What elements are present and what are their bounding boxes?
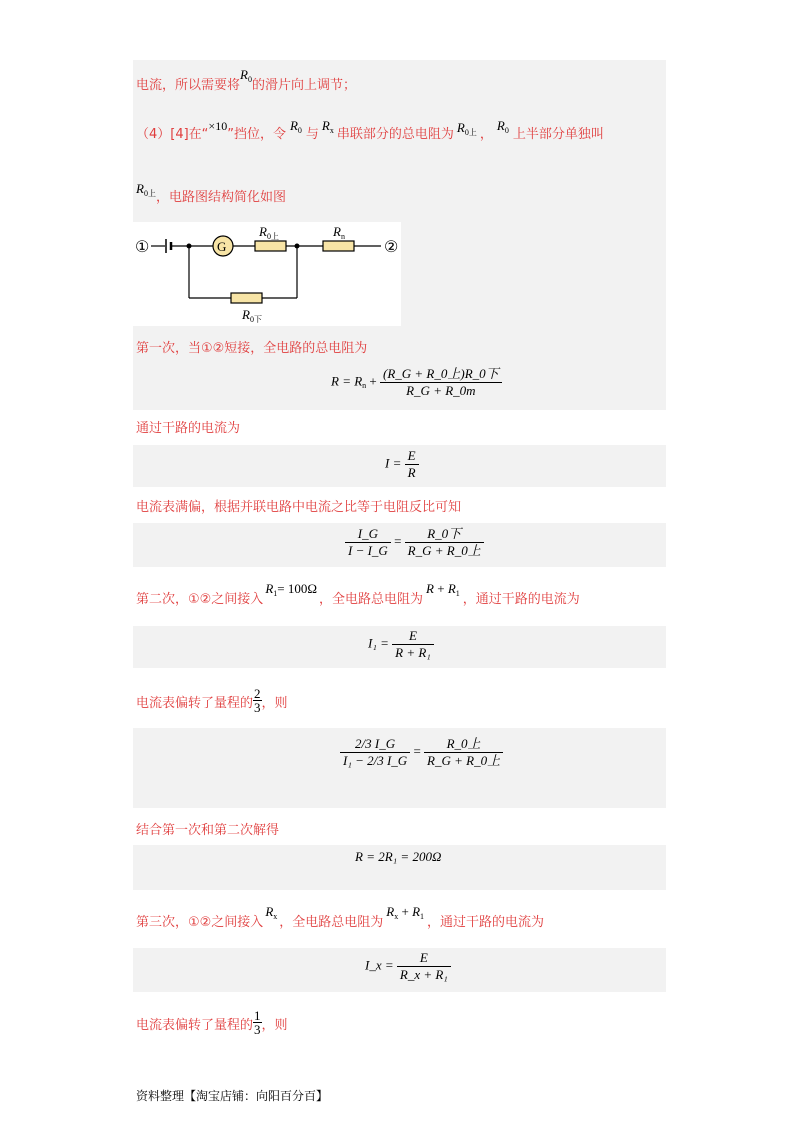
equation-total-resistance: $R = R_n$ + $\frac{\text{(R\_G + R\_0上)R\_0下}}{R\_G + R\_0m}$: [331, 366, 502, 399]
line-step4: （4）[4]在“×10”挡位，令$R_0$ 与$R_x$ 串联部分的总电阻为 $R_{0上}$ ，$R_0$ 上半部分单独叫: [136, 118, 604, 142]
node-1-label: ①: [135, 239, 150, 256]
line-through: 通过干路的电流为: [136, 421, 241, 436]
equation-current-x: I_x = $\frac{E}{\text{R\_x + R₁}}$: [365, 950, 451, 983]
line-circuit-intro: $R_{0上}$，电路图结构简化如图: [136, 181, 286, 205]
node-2-label: ②: [384, 239, 399, 256]
footer-source: 资料整理【淘宝店铺：向阳百分百】: [136, 1089, 329, 1103]
line-first: 第一次，当①②短接，全电路的总电阻为: [136, 341, 368, 356]
line-one-third: 电流表偏转了量程的 $\frac{1}{3}$ ，则: [136, 1008, 288, 1037]
circuit-diagram: [133, 222, 401, 326]
resistor-r0up: [255, 241, 286, 251]
equation-current-1: I₁ = $\frac{E}{\text{R + R₁}}$: [368, 628, 434, 661]
equation-ratio-1: $\frac{I\_G}{I - I\_G}$ = $\frac{\text{R\_0下}}{\text{R\_G + R\_0上}}$: [345, 526, 484, 559]
line-fullscale: 电流表满偏，根据并联电路中电流之比等于电阻反比可知: [136, 500, 462, 515]
line-third: 第三次，①②之间接入$R_x$ ，全电路总电阻为$R_x + R_1$ ，通过干路的电流为: [136, 904, 545, 930]
line-combine: 结合第一次和第二次解得: [136, 823, 280, 838]
line-adjust: 电流，所以需要将$R_0$的滑片向上调节；: [136, 67, 356, 93]
symbol-r0up: $R_{0上}$: [136, 181, 156, 198]
equation-ratio-2: $\frac{2/3 I\_G}{\text{I₁ − 2/3 I\_G}}$ = $\frac{\text{R\_0上}}{\text{R\_G + R\_0上}}$: [340, 736, 503, 769]
symbol-r0: $R_0$: [240, 67, 252, 84]
rn-label: $R_n$: [333, 224, 345, 241]
resistor-rn: [323, 241, 354, 251]
equation-result-r: R = 2R₁ = 200Ω: [355, 849, 442, 864]
line-second: 第二次，①②之间接入$R_1= 100\Omega$，全电路总电阻为$R + R_1$ ，通过干路的电流为: [136, 581, 580, 607]
galvanometer-label: G: [217, 239, 227, 254]
line-two-thirds: 电流表偏转了量程的 $\frac{2}{3}$ ，则: [136, 686, 288, 715]
resistor-r0down: [231, 293, 262, 303]
r0down-label: $R_{0下}$: [242, 307, 262, 324]
r0up-label: $R_{0上}$: [259, 224, 279, 241]
equation-main-current: I = $\frac{E}{R}$: [385, 448, 419, 481]
